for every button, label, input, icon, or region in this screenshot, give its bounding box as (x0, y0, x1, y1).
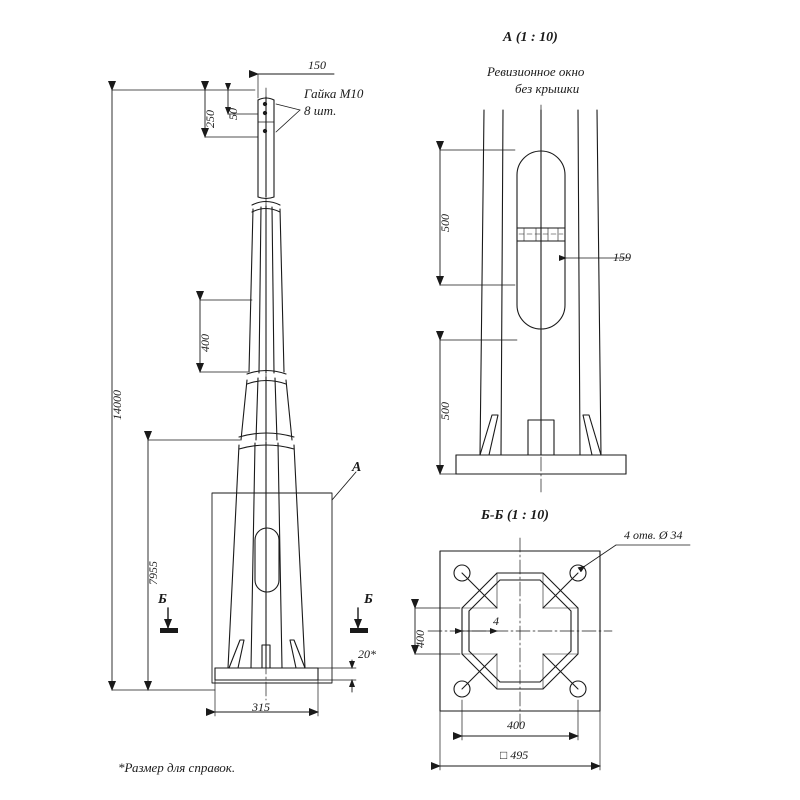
footnote: *Размер для справок. (118, 760, 236, 775)
view-bb-dim-400-horizontal: 400 (507, 718, 525, 732)
view-a-dim-500-lower: 500 (438, 402, 452, 420)
view-a-dim-159: 159 (613, 250, 631, 264)
view-bb-dim-plate-495: □ 495 (500, 748, 529, 762)
section-letter-b-right: Б (364, 592, 373, 607)
section-letter-b-left: Б (158, 592, 167, 607)
view-bb-holes-note: 4 отв. Ø 34 (624, 528, 683, 542)
view-bb-dim-400-vertical: 400 (413, 630, 427, 648)
dim-400-label: 400 (198, 334, 212, 352)
dim-315-label: 315 (252, 700, 270, 714)
view-bb-title: Б-Б (1 : 10) (481, 508, 549, 523)
dim-lower-section-label: 7955 (146, 561, 160, 585)
view-a-note-line1: Ревизионное окно (487, 64, 585, 79)
section-letter-a: А (352, 460, 362, 475)
view-a-note-line2: без крышки (515, 81, 580, 96)
dim-50-label: 50 (226, 108, 240, 120)
view-bb-dim-wall-4: 4 (493, 614, 499, 628)
dim-total-height-label: 14000 (110, 390, 124, 420)
dim-20-label: 20* (358, 647, 376, 661)
view-a-dim-500-upper: 500 (438, 214, 452, 232)
dim-150-label: 150 (308, 58, 326, 72)
nut-note-line2: 8 шт. (304, 103, 337, 118)
view-a-title: А (1 : 10) (503, 30, 558, 45)
nut-note-line1: Гайка М10 (304, 86, 364, 101)
dim-250-label: 250 (203, 110, 217, 128)
